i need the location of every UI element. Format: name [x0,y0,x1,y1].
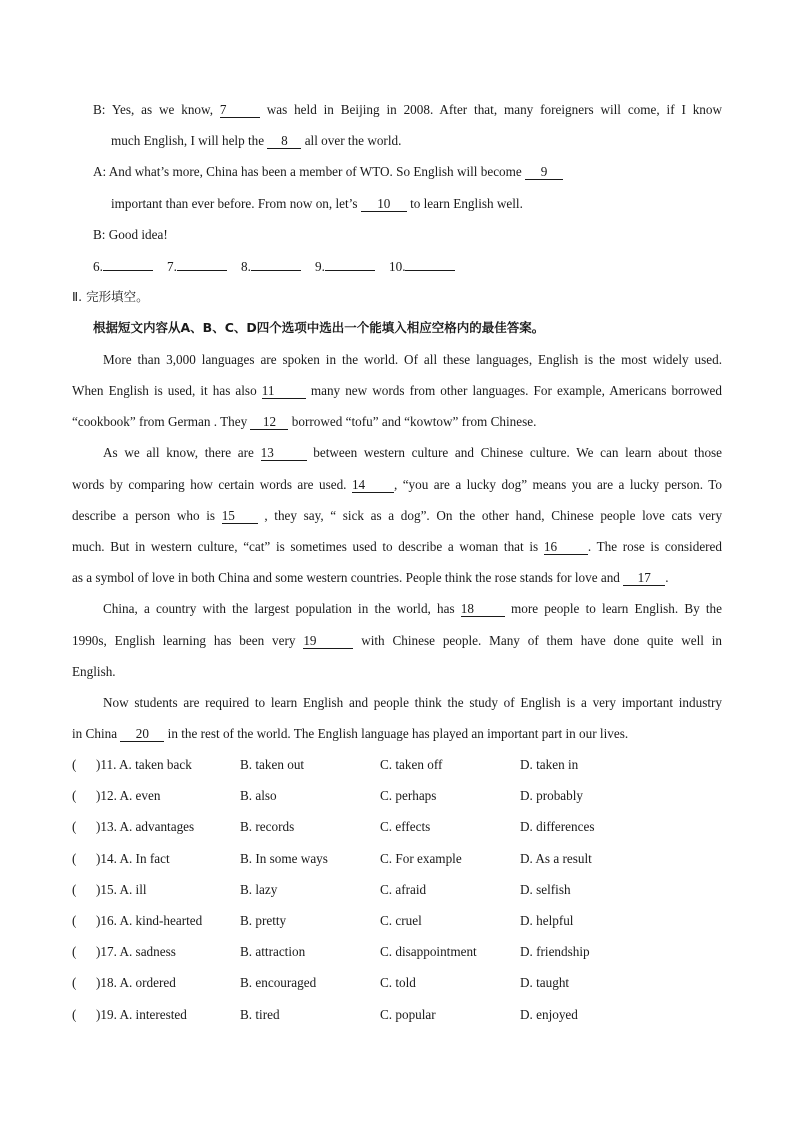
blank-11: 11 [262,383,306,399]
answer-bracket[interactable]: ( [72,757,77,772]
answer-bracket[interactable]: ( [72,819,77,835]
option-b: B. In some ways [240,850,328,866]
option-d: D. As a result [520,850,592,866]
option-d: D. helpful [520,913,574,928]
dialogue-line-2: much English, I will help the 8 all over the world. [111,133,402,148]
dialogue-line-4: important than ever before. From now on, let’s 10 to learn English well. [111,196,523,211]
passage-line: “cookbook” from German . They 12 borrowed “tofu” and “kowtow” from Chinese. [72,414,537,429]
option-d: D. selfish [520,881,571,897]
blank-14: 14 [352,477,394,493]
option-c: C. effects [380,819,431,835]
answer-8: 8. [241,257,301,276]
passage-line: in China 20 in the rest of the world. The English language has played an important part in our lives. [72,726,629,741]
option-a: )14. A. In fact [96,850,170,866]
passage-line: describe a person who is 15 , they say, “ sick as a dog”. On the other hand, Chinese people love cats very [72,508,723,523]
option-a: )11. A. taken back [96,757,192,772]
passage-line: much. But in western culture, “cat” is sometimes used to describe a woman that is 16 . The rose is considered [72,539,723,554]
blank-19: 19 [303,633,353,649]
option-c: C. perhaps [380,788,437,804]
option-b: B. also [240,788,277,804]
passage-line: Now students are required to learn English and people think the study of English is a very important industry [103,695,722,710]
blank-7: 7 [220,102,260,118]
option-c: C. cruel [380,913,422,928]
option-d: D. taken in [520,757,579,772]
option-c: C. disappointment [380,944,477,960]
blank-20: 20 [120,726,164,742]
option-a: )15. A. ill [96,881,147,897]
option-d: D. differences [520,819,595,835]
answer-line [251,257,301,271]
option-a: )19. A. interested [96,1006,187,1022]
dialogue-line-5: B: Good idea! [93,227,168,242]
option-b: B. taken out [240,757,305,772]
option-b: B. lazy [240,881,278,897]
option-b: B. records [240,819,295,835]
option-d: D. friendship [520,944,590,960]
section-heading: Ⅱ. 完形填空。 [72,289,149,304]
answer-10: 10. [389,257,455,276]
option-a: )12. A. even [96,788,161,804]
passage-line: More than 3,000 languages are spoken in the world. Of all these languages, English is the most widely used. [103,352,722,367]
section-instruction: 根据短文内容从A、B、C、D四个选项中选出一个能填入相应空格内的最佳答案。 [93,320,545,335]
option-c: C. afraid [380,881,427,897]
option-d: D. enjoyed [520,1006,578,1022]
option-c: C. For example [380,850,462,866]
answer-line [103,257,153,271]
blank-9: 9 [525,164,563,180]
dialogue-line-3: A: And what’s more, China has been a member of WTO. So English will become 9 [93,163,722,181]
answer-bracket[interactable]: ( [72,913,77,928]
answer-bracket[interactable]: ( [72,944,77,960]
answer-bracket[interactable]: ( [72,788,77,804]
passage-line: As we all know, there are 13 between western culture and Chinese culture. We can learn about those [103,445,723,460]
passage-line: English. [72,664,116,679]
answer-line [177,257,227,271]
option-a: )13. A. advantages [96,819,195,835]
blank-17: 17 [623,570,665,586]
option-a: )17. A. sadness [96,944,176,960]
answer-bracket[interactable]: ( [72,975,77,991]
blank-13: 13 [261,445,307,461]
blank-8: 8 [267,133,301,149]
option-c: C. taken off [380,757,443,772]
blank-16: 16 [544,539,588,555]
option-b: B. attraction [240,944,306,960]
answer-7: 7. [167,257,227,276]
answer-bracket[interactable]: ( [72,1006,77,1022]
passage-line: as a symbol of love in both China and some western countries. People think the rose stands for love and 17 . [72,570,669,585]
blank-15: 15 [222,508,258,524]
answer-9: 9. [315,257,375,276]
answer-line [405,257,455,271]
answer-6: 6. [93,257,153,276]
answer-line [325,257,375,271]
option-b: B. pretty [240,913,287,928]
blank-12: 12 [250,414,288,430]
option-a: )16. A. kind-hearted [96,913,203,928]
option-a: )18. A. ordered [96,975,176,991]
option-d: D. probably [520,788,583,804]
option-c: C. told [380,975,416,991]
answer-bracket[interactable]: ( [72,881,77,897]
passage-line: When English is used, it has also 11 many new words from other languages. For example, Americans borrowed [72,383,722,398]
option-b: B. encouraged [240,975,317,991]
blank-10: 10 [361,196,407,212]
blank-18: 18 [461,601,505,617]
option-d: D. taught [520,975,570,991]
dialogue-line-1: B: Yes, as we know, 7 was held in Beijing in 2008. After that, many foreigners will come, if I know [93,102,723,117]
option-c: C. popular [380,1006,436,1022]
passage-line: words by comparing how certain words are used. 14 , “you are a lucky dog” means you are a lucky person. To [72,477,723,492]
option-b: B. tired [240,1006,280,1022]
passage-line: China, a country with the largest population in the world, has 18 more people to learn English. By the [103,601,723,616]
answer-bracket[interactable]: ( [72,850,77,866]
passage-line: 1990s, English learning has been very 19 with Chinese people. Many of them have done quite well in [72,633,723,648]
